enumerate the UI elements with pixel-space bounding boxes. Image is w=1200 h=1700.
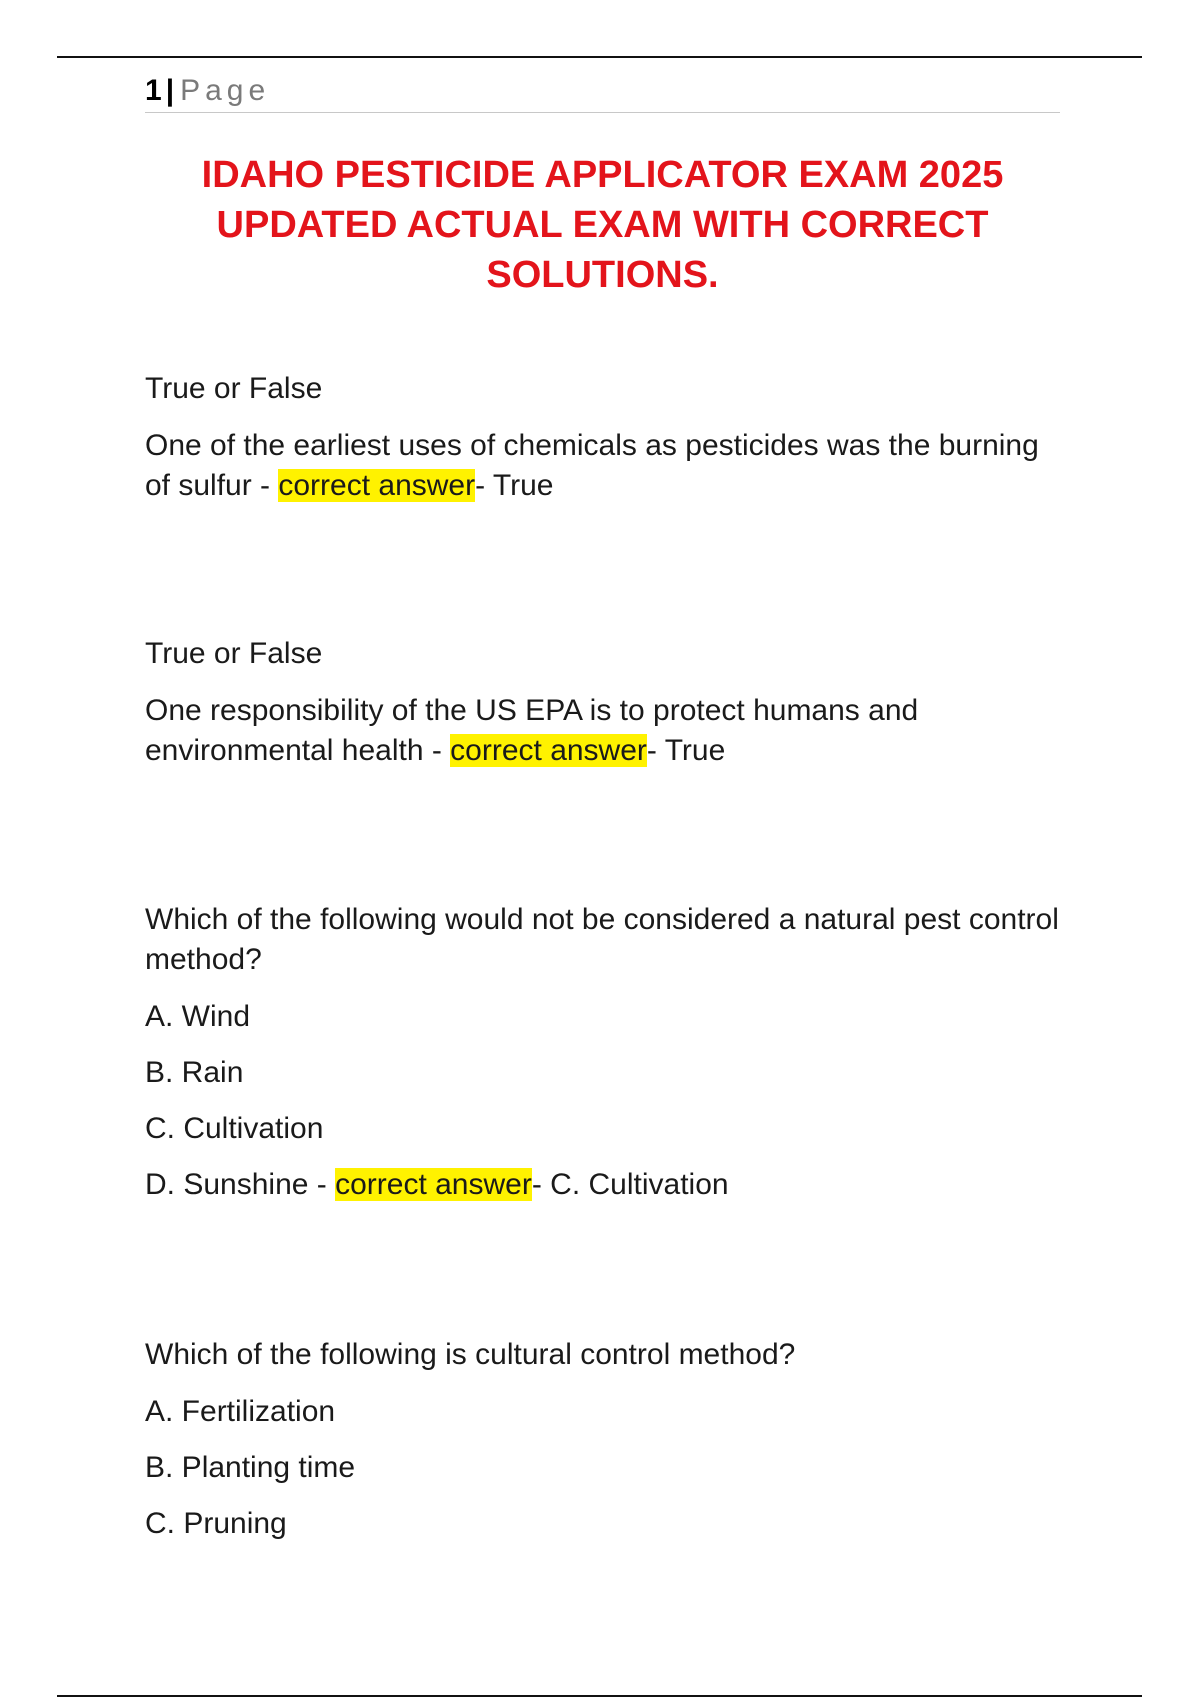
question-1 xyxy=(145,370,1060,635)
page-number: 1 xyxy=(145,74,162,107)
bottom-rule xyxy=(57,1695,1142,1697)
question-text xyxy=(145,691,1060,771)
title-line-3: SOLUTIONS. xyxy=(486,254,719,296)
answer-value: - C. Cultivation xyxy=(531,1168,729,1201)
correct-answer-highlight: correct answer xyxy=(450,734,647,767)
question-text: Which of the following is cultural control method? xyxy=(145,1338,796,1371)
option-a: A. Wind xyxy=(145,1000,251,1033)
correct-answer-highlight: correct answer xyxy=(335,1168,532,1201)
option-d xyxy=(145,1166,1060,1204)
question-text: Which of the following would not be considered a natural pest control method? xyxy=(145,903,1059,976)
title-line-2: UPDATED ACTUAL EXAM WITH CORRECT xyxy=(216,204,989,246)
option-b: B. Planting time xyxy=(145,1451,356,1484)
exam-content xyxy=(145,370,1060,1543)
option-d-text: D. Sunshine - xyxy=(145,1168,336,1201)
question-type: True or False xyxy=(145,637,323,670)
correct-answer-highlight: correct answer xyxy=(278,469,476,502)
answer-value: - True xyxy=(646,734,726,767)
option-c: C. Cultivation xyxy=(145,1112,324,1145)
question-2 xyxy=(145,635,1060,900)
question-body: One responsibility of the US EPA is to protect humans and environmental health - xyxy=(145,694,919,767)
page-label: Page xyxy=(180,74,271,107)
question-3 xyxy=(145,900,1060,1335)
page-separator: | xyxy=(165,74,175,107)
option-b: B. Rain xyxy=(145,1056,244,1089)
question-4 xyxy=(145,1335,1060,1543)
top-rule xyxy=(57,56,1142,58)
option-c: C. Pruning xyxy=(145,1507,287,1540)
question-body: One of the earliest uses of chemicals as pesticides was the burning of sulfur - xyxy=(145,429,1039,502)
answer-value: - True xyxy=(475,469,554,502)
document-title xyxy=(145,150,1060,300)
question-text xyxy=(145,426,1060,506)
option-a: A. Fertilization xyxy=(145,1395,336,1428)
page-header xyxy=(145,70,1060,113)
title-line-1: IDAHO PESTICIDE APPLICATOR EXAM 2025 xyxy=(201,154,1004,196)
question-type: True or False xyxy=(145,372,323,405)
